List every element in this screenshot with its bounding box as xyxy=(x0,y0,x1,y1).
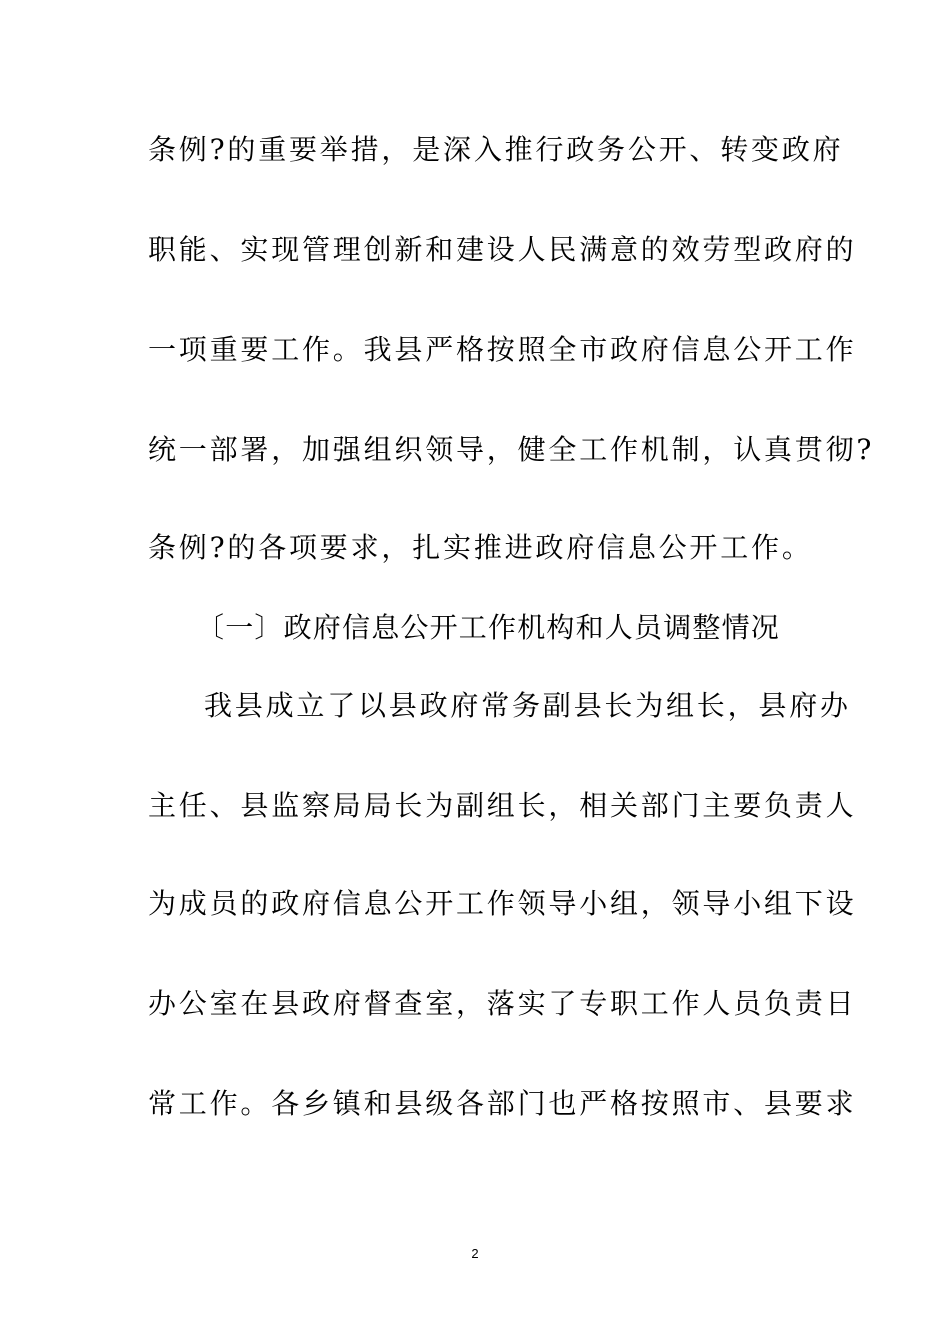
body-text-line: 主任、县监察局局长为副组长，相关部门主要负责人 xyxy=(148,789,857,822)
body-text-line: 条例?的重要举措，是深入推行政务公开、转变政府 xyxy=(148,133,844,166)
body-text-line: 常工作。各乡镇和县级各部门也严格按照市、县要求 xyxy=(148,1087,857,1120)
body-text-line: 条例?的各项要求，扎实推进政府信息公开工作。 xyxy=(148,531,813,564)
body-text-line: 办公室在县政府督查室，落实了专职工作人员负责日 xyxy=(148,987,857,1020)
section-heading: 〔一〕政府信息公开工作机构和人员调整情况 xyxy=(196,611,781,644)
paragraph-first-line: 我县成立了以县政府常务副县长为组长，县府办 xyxy=(204,689,851,722)
body-text-line: 为成员的政府信息公开工作领导小组，领导小组下设 xyxy=(148,887,857,920)
body-text-line: 一项重要工作。我县严格按照全市政府信息公开工作 xyxy=(148,333,857,366)
body-text-line: 职能、实现管理创新和建设人民满意的效劳型政府的 xyxy=(148,233,857,266)
body-text-line: 统一部署，加强组织领导，健全工作机制，认真贯彻? xyxy=(148,433,875,466)
page-number: 2 xyxy=(471,1246,479,1261)
